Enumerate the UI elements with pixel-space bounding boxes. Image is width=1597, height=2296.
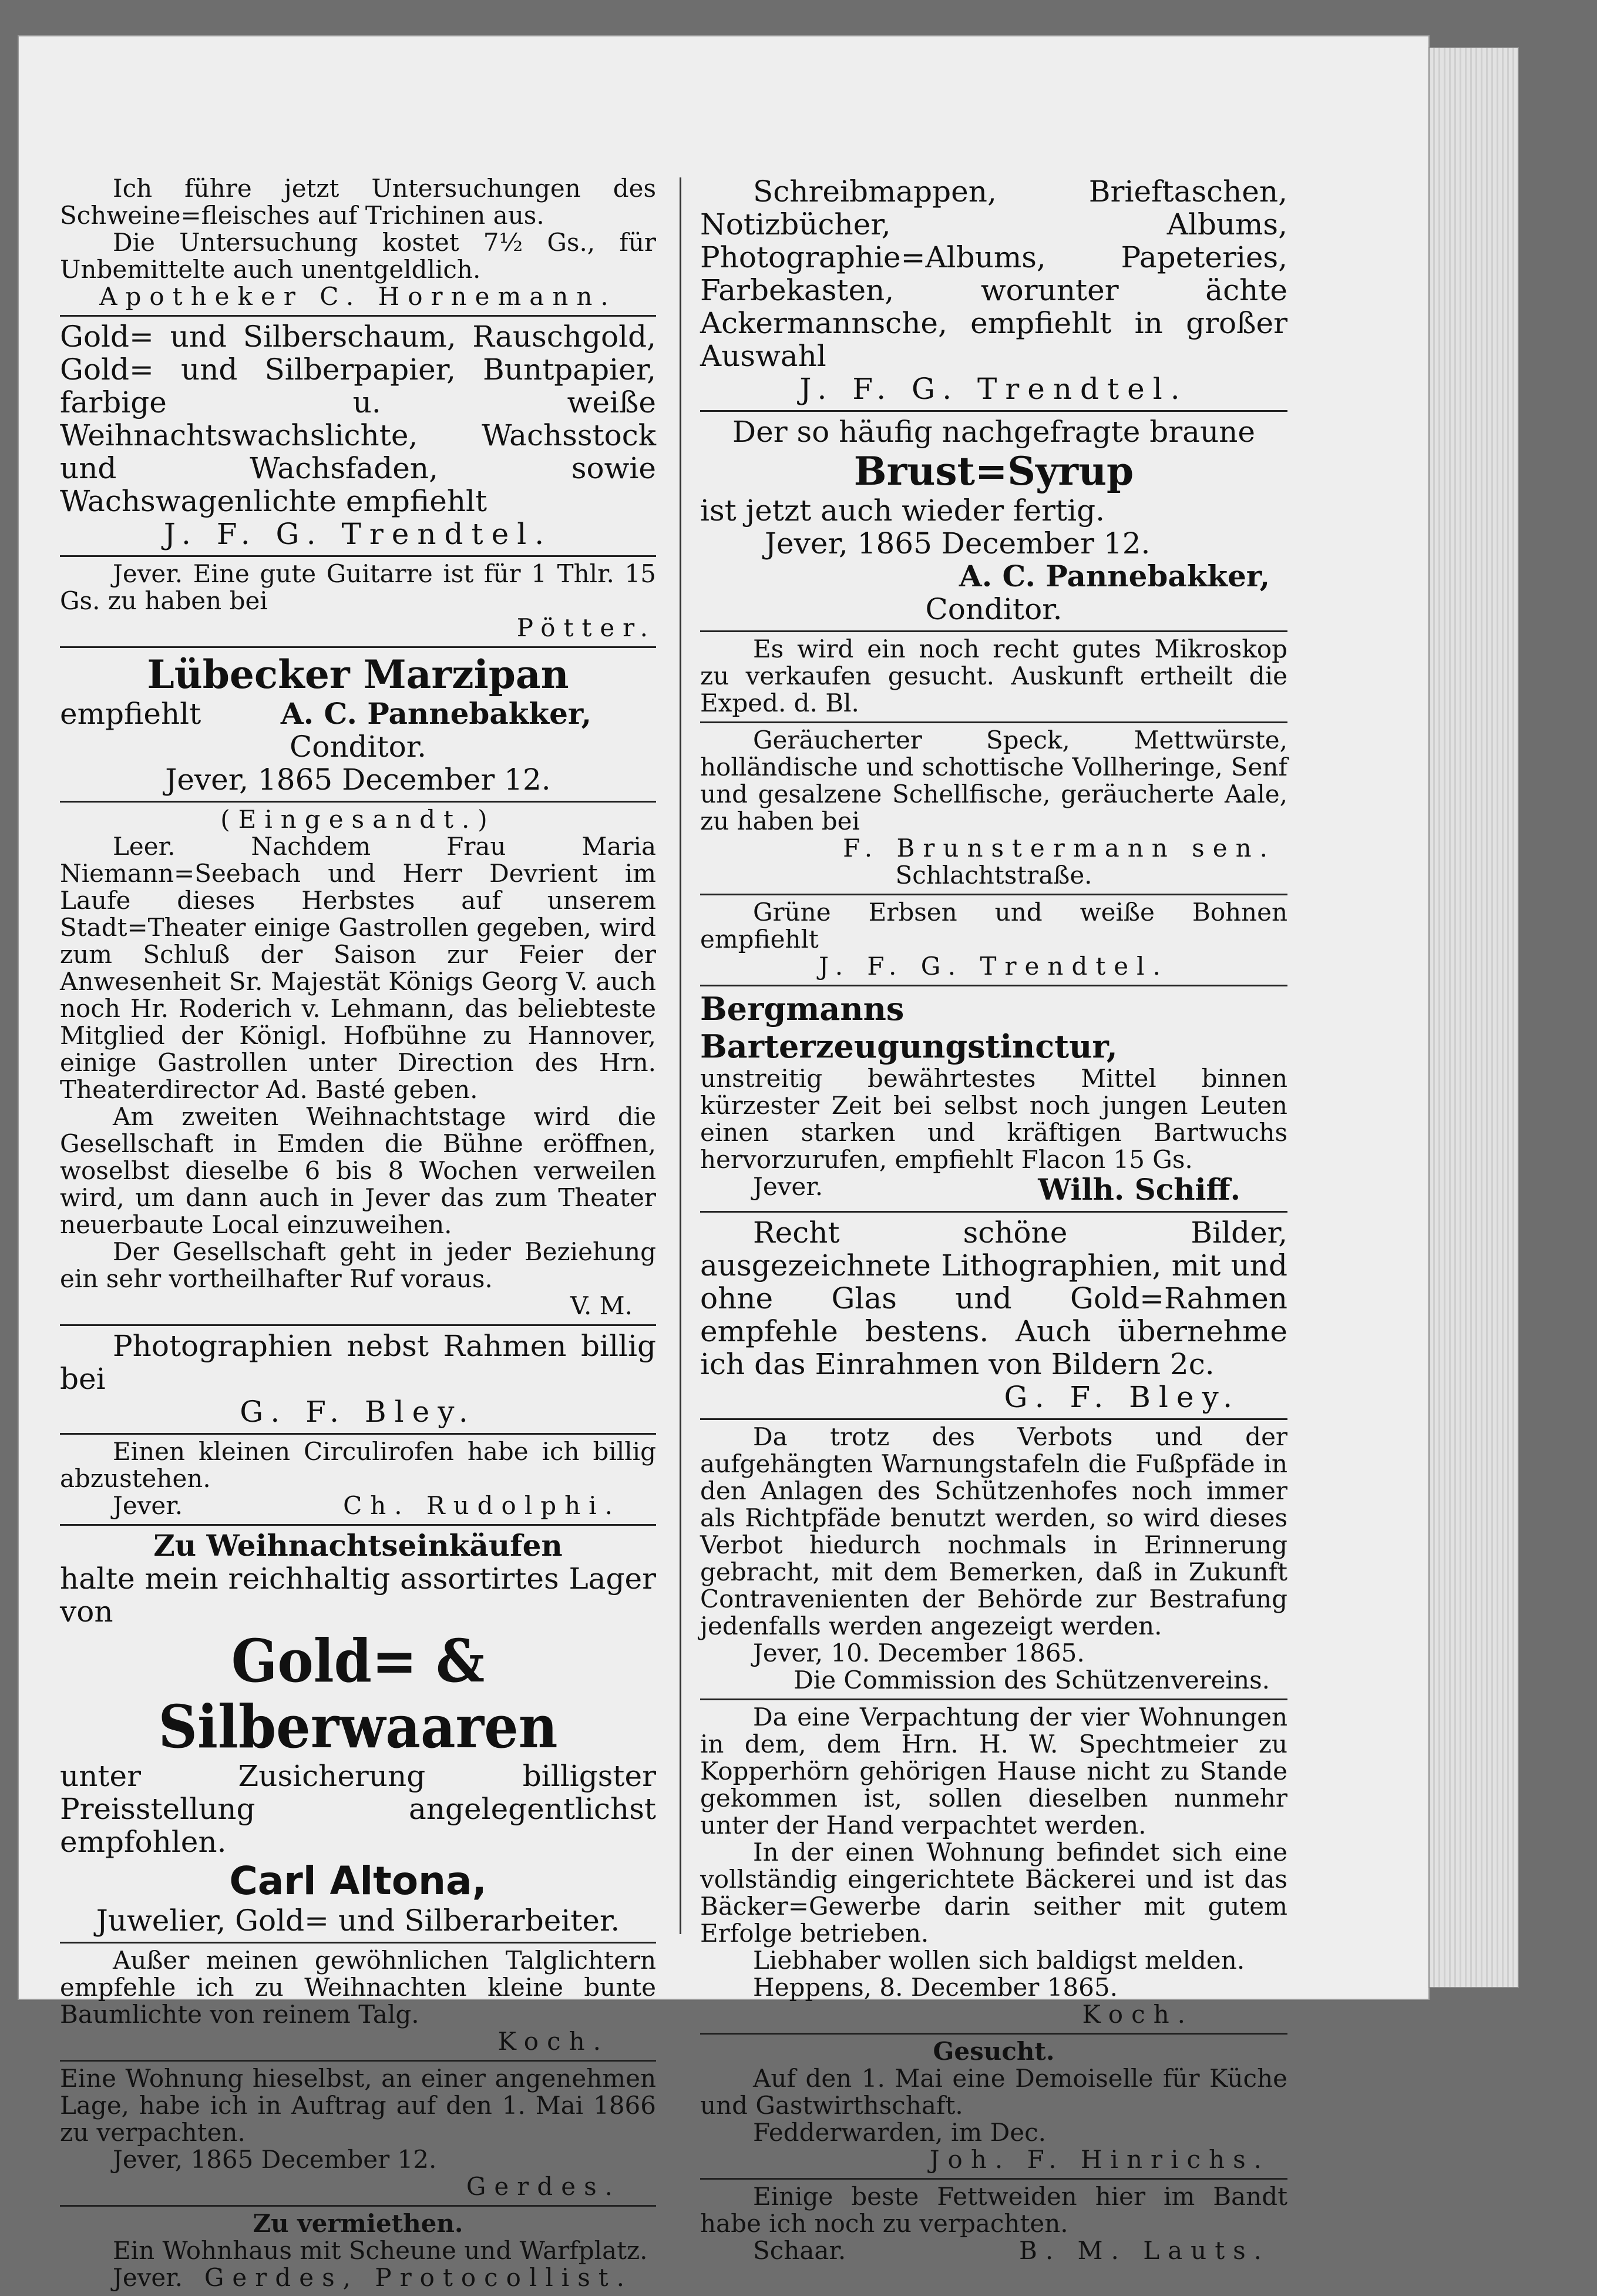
ad-wohnung xyxy=(60,2062,656,2207)
ad-bilder xyxy=(700,1213,1287,1420)
ad-text: Einen kleinen Circulirofen habe ich billig abzustehen. xyxy=(60,1437,656,1493)
ad-signature: Die Commission des Schützenvereins. xyxy=(794,1666,1270,1694)
ad-signature: G. F. Bley. xyxy=(1004,1380,1240,1414)
ad-signature: Carl Altona, xyxy=(229,1858,487,1904)
ad-photographien xyxy=(60,1326,656,1435)
ad-signature: J. F. G. Trendtel. xyxy=(163,517,553,551)
ad-line xyxy=(60,1238,656,1293)
ad-text: Photographien nebst Rahmen billig bei xyxy=(60,1329,656,1396)
ad-paragraph: Liebhaber wollen sich baldigst melden. xyxy=(753,1946,1245,1975)
ad-signature: J. F. G. Trendtel. xyxy=(819,952,1169,981)
ad-signature: A. C. Pannebakker, xyxy=(959,559,1270,593)
column-divider xyxy=(680,177,681,1934)
ad-signature: A. C. Pannebakker, xyxy=(280,696,591,731)
ad-paragraph: In der einen Wohnung befindet sich eine vollständig eingerichtete Bäckerei und ist das Bäcker=Gewerbe darin seither mit gutem Erfolge betrieben. xyxy=(700,1838,1287,1948)
ad-signature: Gerdes. xyxy=(466,2172,621,2201)
ad-text: Der so häufig nachgefragte braune xyxy=(732,415,1255,449)
ad-text: Auf den 1. Mai eine Demoiselle für Küche und Gastwirthschaft. xyxy=(700,2064,1287,2120)
ad-line xyxy=(700,1173,1287,1206)
ad-place: Jever. xyxy=(113,1491,183,1520)
ad-text: Grüne Erbsen und weiße Bohnen empfiehlt xyxy=(700,898,1287,954)
ad-place: Jever. xyxy=(113,2263,183,2292)
ad-heading: Gesucht. xyxy=(933,2037,1055,2066)
ad-date: Heppens, 8. December 1865. xyxy=(753,1973,1118,2002)
ad-line xyxy=(700,2237,1287,2264)
ad-guitarre xyxy=(60,557,656,648)
newspaper-page xyxy=(18,35,1430,2292)
book-page-edges xyxy=(1428,47,1519,1988)
ad-text: ist jetzt auch wieder fertig. xyxy=(700,494,1105,528)
ad-speck xyxy=(700,723,1287,895)
ad-signature: V. M. xyxy=(570,1291,633,1320)
ad-place: Jever. xyxy=(753,1172,823,1201)
ad-schreibmappen xyxy=(700,172,1287,412)
ad-subtitle: Juwelier, Gold= und Silberarbeiter. xyxy=(96,1904,620,1938)
ad-circulirofen xyxy=(60,1435,656,1526)
ad-text: Schreibmappen, Brieftaschen, Notizbücher, Albums, Photographie=Albums, Papeteries, Farbekasten, worunter ächte Ackermannsche, empfiehlt in großer Auswahl xyxy=(700,174,1287,373)
ad-signature: G. F. Bley. xyxy=(240,1395,476,1429)
ad-place: Fedderwarden, im Dec. xyxy=(753,2118,1046,2147)
ad-place: Schaar. xyxy=(753,2236,846,2265)
ad-talglichter xyxy=(60,1943,656,2062)
ad-text: unstreitig bewährtestes Mittel binnen kürzester Zeit bei selbst noch jungen Leuten einen starken und kräftigen Bartwuchs hervorzurufen, empfiehlt Flacon 15 Gs. xyxy=(700,1064,1287,1174)
ad-text: Geräucherter Speck, Mettwürste, holländische und schottische Vollheringe, Senf und gesalzene Schellfische, geräucherte Aale, zu haben bei xyxy=(700,726,1287,835)
ad-title: Lübecker Marzipan xyxy=(147,652,569,697)
ad-barttinctur xyxy=(700,986,1287,1213)
ad-fettweiden xyxy=(700,2180,1287,2269)
ad-signature: Koch. xyxy=(497,2027,609,2056)
ad-paragraph: Der Gesellschaft geht in jeder Beziehung ein sehr vortheilhafter Ruf voraus. xyxy=(60,1237,656,1293)
ad-text: Außer meinen gewöhnlichen Talglichtern empfehle ich zu Weihnachten kleine bunte Baumlichte von reinem Talg. xyxy=(60,1946,656,2029)
ad-brust-syrup xyxy=(700,412,1287,632)
ad-marzipan xyxy=(60,648,656,803)
ad-text: Recht schöne Bilder, ausgezeichnete Lithographien, mit und ohne Glas und Gold=Rahmen empfehle bestens. Auch übernehme ich das Einrahmen von Bildern 2c. xyxy=(700,1216,1287,1381)
ad-signature: Ch. Rudolphi. xyxy=(343,1491,621,1520)
right-column xyxy=(700,172,1287,2269)
ad-signature: Pötter. xyxy=(516,613,656,642)
left-column xyxy=(60,172,656,2296)
ad-text: Eine Wohnung hieselbst, an einer angenehmen Lage, habe ich in Auftrag auf den 1. Mai 1866 zu verpachten. xyxy=(60,2064,656,2147)
ad-line xyxy=(60,2264,656,2291)
ad-signature: J. F. G. Trendtel. xyxy=(799,372,1188,406)
ad-text: unter Zusicherung billigster Preisstellung angelegentlichst empfohlen. xyxy=(60,1759,656,1859)
ad-mikroskop xyxy=(700,632,1287,723)
ad-signature: Apotheker C. Hornemann. xyxy=(99,282,617,311)
ad-line xyxy=(60,1492,656,1519)
ad-signature: B. M. Lauts. xyxy=(1018,2236,1270,2265)
ad-trichinen xyxy=(60,172,656,317)
ad-text: halte mein reichhaltig assortirtes Lager von xyxy=(60,1562,656,1629)
ad-erbsen xyxy=(700,895,1287,986)
ad-text: Es wird ein noch recht gutes Mikroskop zu verkaufen gesucht. Auskunft ertheilt die Exped. d. Bl. xyxy=(700,635,1287,717)
ad-text: Jever. Eine gute Guitarre ist für 1 Thlr. 15 Gs. zu haben bei xyxy=(60,559,656,615)
ad-line xyxy=(60,697,656,730)
ad-subtitle: Conditor. xyxy=(925,592,1063,626)
ad-text: Die Untersuchung kostet 7½ Gs., für Unbemittelte auch unentgeldlich. xyxy=(60,228,656,284)
ad-date: Jever, 1865 December 12. xyxy=(765,526,1151,560)
ad-gesucht xyxy=(700,2035,1287,2180)
ad-verpachtung xyxy=(700,1700,1287,2035)
ad-paragraph: Da eine Verpachtung der vier Wohnungen in dem, dem Hrn. H. W. Spechtmeier zu Kopperhörn gehörigen Hause nicht zu Stande gekommen ist, sollen dieselben nunmehr unter der Hand verpachtet werden. xyxy=(700,1703,1287,1840)
ad-heading: Zu Weihnachtseinkäufen xyxy=(153,1528,563,1563)
ad-signature: Koch. xyxy=(1082,2000,1193,2029)
ad-goldschaum xyxy=(60,317,656,557)
ad-title: Bergmanns Barterzeugungstinctur, xyxy=(700,990,1118,1065)
ad-subtitle: Conditor. xyxy=(289,730,427,764)
ad-weihnachtseinkaeufe xyxy=(60,1526,656,1943)
ad-text: empfiehlt xyxy=(60,697,201,731)
ad-signature: Gerdes, Protocollist. xyxy=(204,2263,633,2292)
ad-paragraph: Leer. Nachdem Frau Maria Niemann=Seebach und Herr Devrient im Laufe dieses Herbstes auf unserem Stadt=Theater einige Gastrollen gegeben, wird zum Schluß der Saison zur Feier der Anwesenheit Sr. Majestät Königs Georg V. auch noch Hr. Roderich v. Lehmann, das beliebteste Mitglied der Königl. Hofbühne zu Hannover, einige Gastrollen unter Direction des Hrn. Theaterdirector Ad. Basté geben. xyxy=(60,832,656,1104)
ad-text: Ich führe jetzt Untersuchungen des Schweine=fleisches auf Trichinen aus. xyxy=(60,174,656,230)
ad-signature: Joh. F. Hinrichs. xyxy=(929,2145,1270,2174)
ad-subtitle: Schlachtstraße. xyxy=(895,861,1092,889)
ad-date: Jever, 1865 December 12. xyxy=(165,763,551,797)
ad-heading: (Eingesandt.) xyxy=(220,805,496,834)
ad-vermiethen xyxy=(60,2207,656,2296)
ad-date: Jever, 1865 December 12. xyxy=(113,2145,437,2174)
ad-title: Gold= & Silberwaaren xyxy=(158,1626,558,1761)
ad-text: Einige beste Fettweiden hier im Bandt habe ich noch zu verpachten. xyxy=(700,2182,1287,2238)
ad-signature: Wilh. Schiff. xyxy=(1038,1172,1240,1207)
ad-title: Brust=Syrup xyxy=(853,448,1134,494)
ad-heading: Zu vermiethen. xyxy=(253,2209,463,2238)
ad-date: Jever, 10. December 1865. xyxy=(753,1639,1085,1667)
ad-text: Ein Wohnhaus mit Scheune und Warfplatz. xyxy=(113,2236,648,2265)
ad-eingesandt xyxy=(60,803,656,1326)
ad-text: Da trotz des Verbots und der aufgehängten Warnungstafeln die Fußpfäde in den Anlagen des Schützenhofes noch immer als Richtpfäde benutzt werden, so wird dieses Verbot hiedurch nochmals in Erinnerung gebracht, mit dem Bemerken, daß in Zukunft Contravenienten der Behörde zur Bestrafung jedenfalls werden angezeigt werden. xyxy=(700,1422,1287,1640)
ad-paragraph: Am zweiten Weihnachtstage wird die Gesellschaft in Emden die Bühne eröffnen, woselbst dieselbe 6 bis 8 Wochen verweilen wird, um dann auch in Jever das zum Theater neuerbaute Local einzuweihen. xyxy=(60,1102,656,1239)
ad-signature: F. Brunstermann sen. xyxy=(843,834,1276,862)
ad-schuetzenhof xyxy=(700,1420,1287,1700)
ad-text: Gold= und Silberschaum, Rauschgold, Gold= und Silberpapier, Buntpapier, farbige u. weiße Weihnachtswachslichte, Wachsstock und Wachsfaden, sowie Wachswagenlichte empfiehlt xyxy=(60,320,656,518)
